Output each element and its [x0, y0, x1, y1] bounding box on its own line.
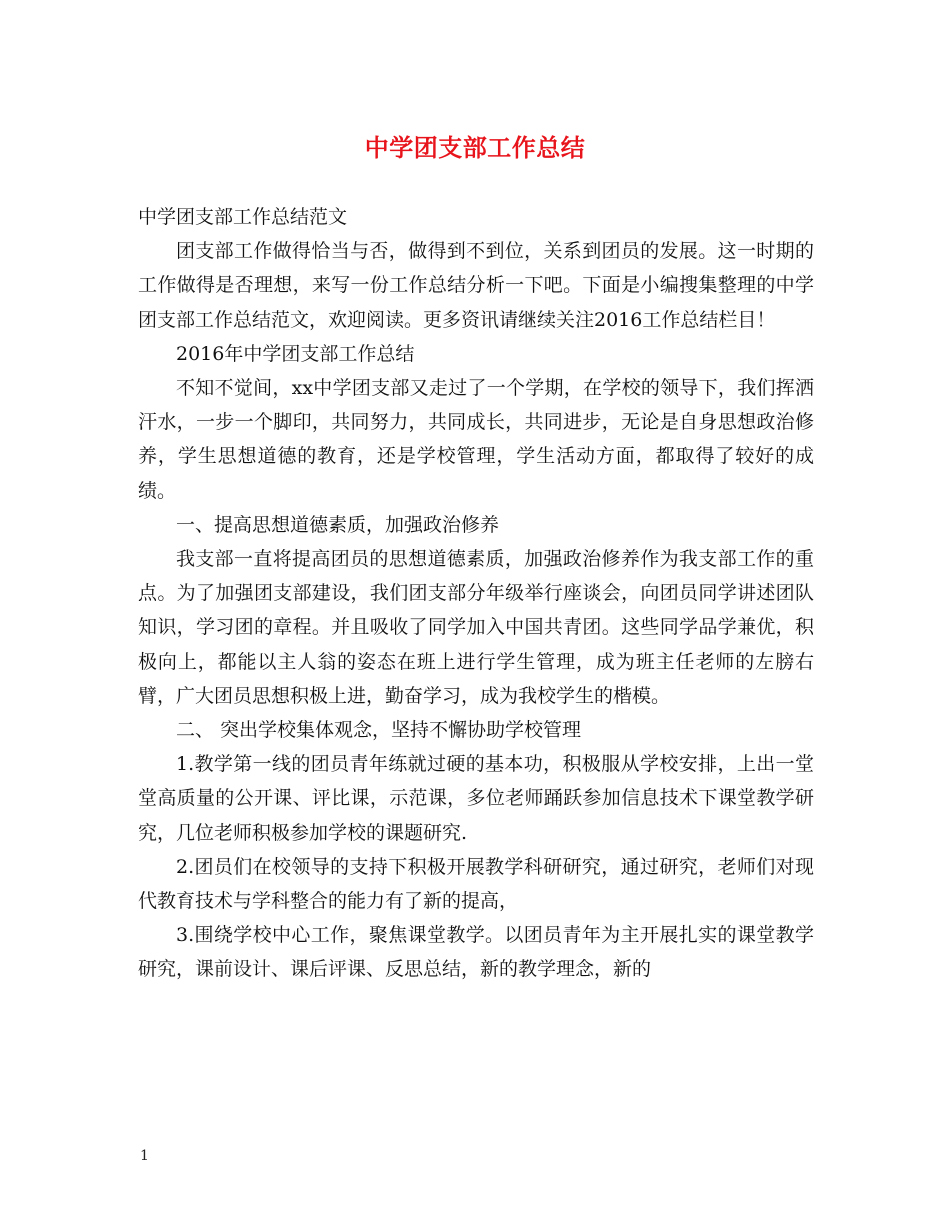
paragraph: 不知不觉间，xx中学团支部又走过了一个学期，在学校的领导下，我们挥洒汗水，一步一个脚印，共同努力，共同成长，共同进步，无论是自身思想政治修养，学生思想道德的教育，还是学校管理，学生活动方面，都取得了较好的成绩。 — [138, 377, 814, 502]
page-number: 1 — [140, 1148, 149, 1164]
paragraph: 团支部工作做得恰当与否，做得到不到位，关系到团员的发展。这一时期的工作做得是否理想，来写一份工作总结分析一下吧。下面是小编搜集整理的中学团支部工作总结范文，欢迎阅读。更多资讯请继续关注2016工作总结栏目！ — [138, 240, 814, 331]
paragraph: 2016年中学团支部工作总结 — [176, 342, 415, 365]
paragraph: 2.团员们在校领导的支持下积极开展教学科研研究，通过研究，老师们对现代教育技术与学科整合的能力有了新的提高， — [138, 855, 814, 913]
paragraph: 中学团支部工作总结范文 — [138, 206, 348, 228]
paragraph: 我支部一直将提高团员的思想道德素质，加强政治修养作为我支部工作的重点。为了加强团支部建设，我们团支部分年级举行座谈会，向团员同学讲述团队知识，学习团的章程。并且吸收了同学加入中国共青团。这些同学品学兼优，积极向上，都能以主人翁的姿态在班上进行学生管理，成为班主任老师的左膀右臂，广大团员思想积极上进，勤奋学习，成为我校学生的楷模。 — [138, 548, 814, 707]
paragraph: 一、提高思想道德素质，加强政治修养 — [176, 513, 500, 536]
paragraph: 1.教学第一线的团员青年练就过硬的基本功，积极服从学校安排，上出一堂堂高质量的公开课、评比课，示范课，多位老师踊跃参加信息技术下课堂教学研究，几位老师积极参加学校的课题研究. — [138, 753, 814, 844]
document-title: 中学团支部工作总结 — [364, 134, 586, 162]
document-body — [138, 200, 814, 987]
paragraph: 3.围绕学校中心工作，聚焦课堂教学。以团员青年为主开展扎实的课堂教学研究，课前设计、课后评课、反思总结，新的教学理念，新的 — [138, 924, 814, 981]
paragraph: 二、 突出学校集体观念，坚持不懈协助学校管理 — [176, 719, 582, 742]
